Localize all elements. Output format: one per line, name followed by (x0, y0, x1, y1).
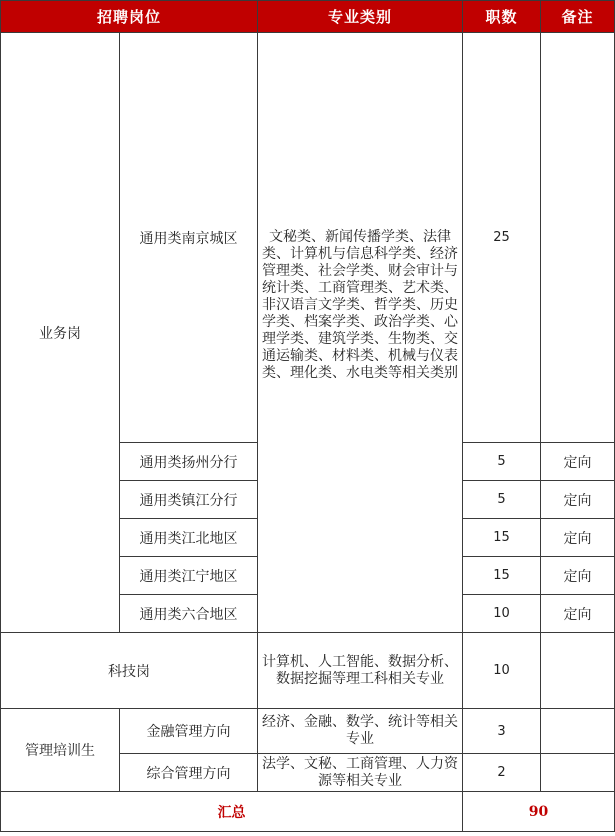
count-cell: 5 (463, 481, 541, 519)
note-cell (541, 33, 615, 443)
header-major: 专业类别 (258, 1, 463, 33)
sub-position: 通用类南京城区 (120, 33, 258, 443)
group-label-business: 业务岗 (1, 33, 120, 633)
header-position: 招聘岗位 (1, 1, 258, 33)
table-row (1, 33, 615, 443)
count-cell: 3 (463, 709, 541, 754)
note-cell (541, 709, 615, 754)
header-note: 备注 (541, 1, 615, 33)
major-cell-business (258, 33, 463, 633)
total-count: 90 (463, 792, 615, 832)
header-row (1, 1, 615, 33)
sub-position: 综合管理方向 (120, 754, 258, 792)
note-cell: 定向 (541, 595, 615, 633)
header-count: 职数 (463, 1, 541, 33)
count-cell: 5 (463, 443, 541, 481)
major-cell: 经济、金融、数学、统计等相关专业 (258, 709, 463, 754)
note-cell: 定向 (541, 481, 615, 519)
note-cell (541, 633, 615, 709)
table-row (1, 633, 615, 709)
note-cell: 定向 (541, 443, 615, 481)
sub-position: 通用类江北地区 (120, 519, 258, 557)
sub-position: 金融管理方向 (120, 709, 258, 754)
total-label: 汇总 (1, 792, 463, 832)
major-cell-tech: 计算机、人工智能、数据分析、数据挖掘等理工科相关专业 (258, 633, 463, 709)
count-cell: 15 (463, 557, 541, 595)
group-label-trainee: 管理培训生 (1, 709, 120, 792)
sub-position: 通用类镇江分行 (120, 481, 258, 519)
table-row (1, 709, 615, 754)
count-cell: 25 (463, 33, 541, 443)
sub-position: 通用类六合地区 (120, 595, 258, 633)
total-row (1, 792, 615, 832)
major-text: 文秘类、新闻传播学类、法律类、计算机与信息科学类、经济管理类、社会学类、财会审计与统计类、工商管理类、艺术类、非汉语言文学类、哲学类、历史学类、档案学类、政治学类、心理学类、建筑学类、生物类、交通运输类、材料类、机械与仪表类、理化类、水电类等相关类别 (262, 229, 459, 381)
count-cell: 10 (463, 633, 541, 709)
count-cell: 15 (463, 519, 541, 557)
count-cell: 2 (463, 754, 541, 792)
count-cell: 10 (463, 595, 541, 633)
sub-position: 通用类扬州分行 (120, 443, 258, 481)
note-cell: 定向 (541, 557, 615, 595)
note-cell (541, 754, 615, 792)
note-cell: 定向 (541, 519, 615, 557)
group-label-tech: 科技岗 (1, 633, 258, 709)
sub-position: 通用类江宁地区 (120, 557, 258, 595)
major-cell: 法学、文秘、工商管理、人力资源等相关专业 (258, 754, 463, 792)
